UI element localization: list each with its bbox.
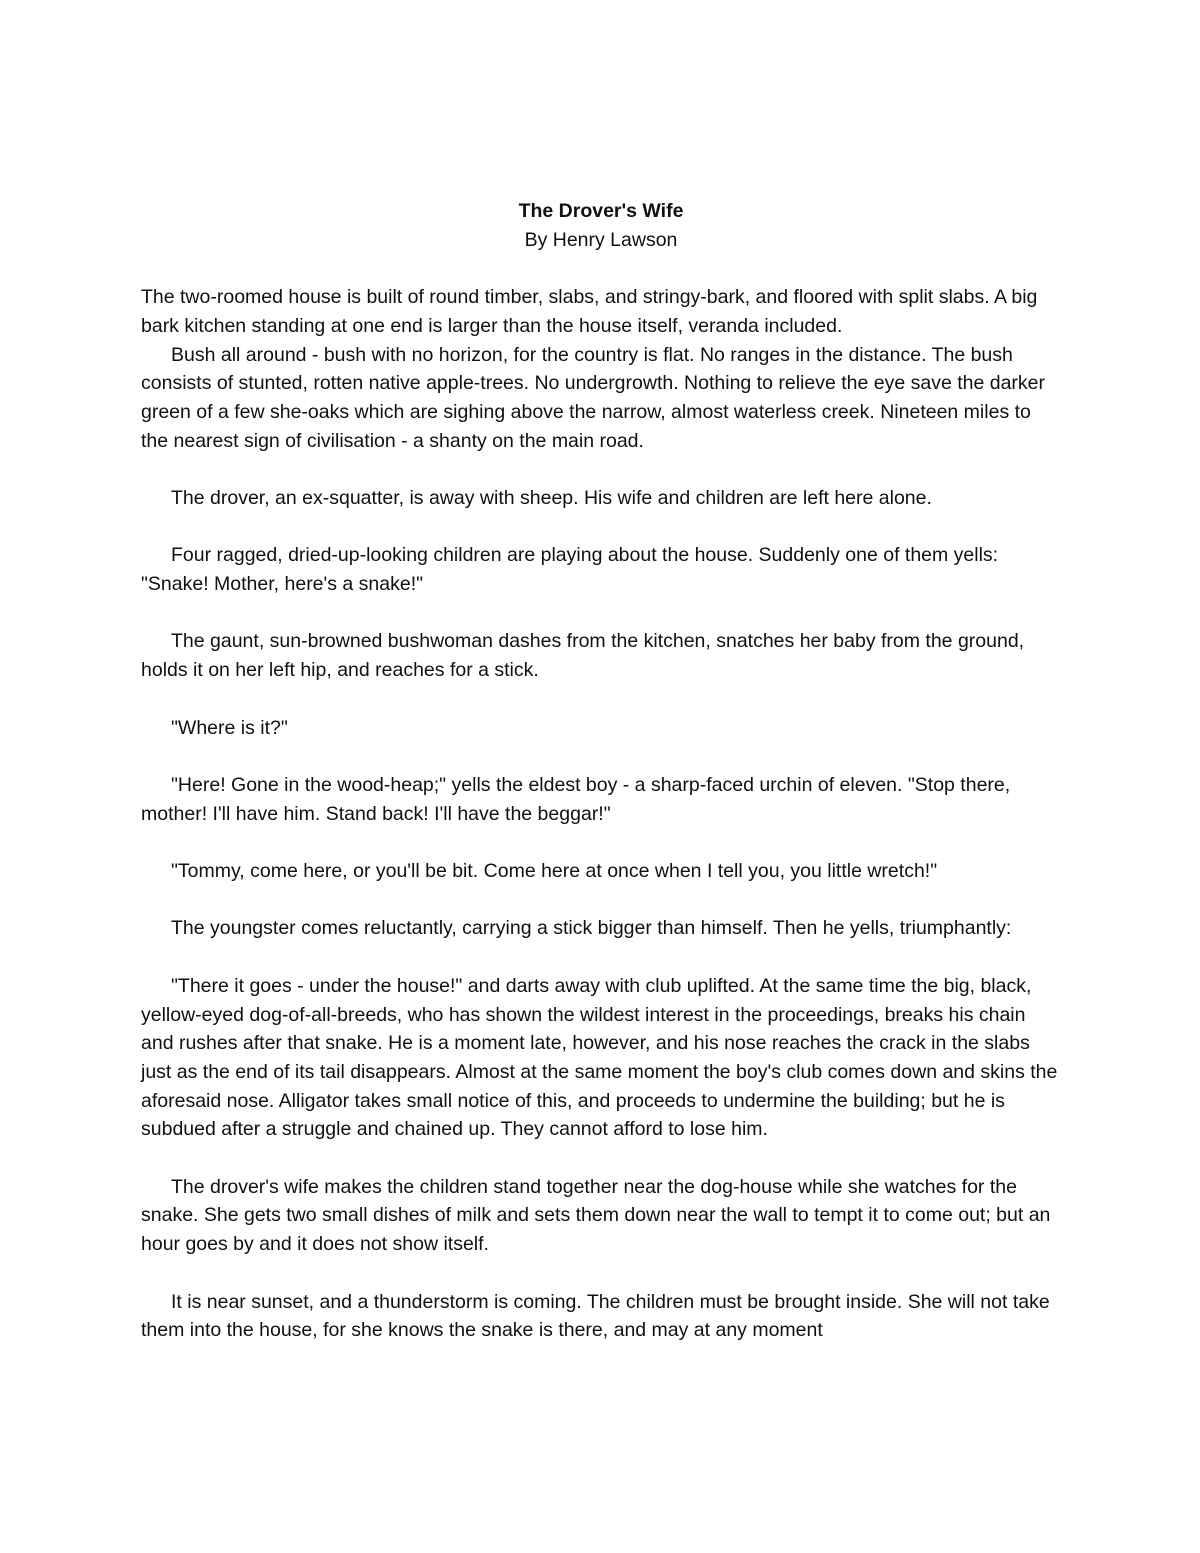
paragraph: The drover, an ex-squatter, is away with sheep. His wife and children are left here alone. (171, 487, 932, 509)
paragraph: Bush all around - bush with no horizon, for the country is flat. No ranges in the distance. The bush consists of stunted, rotten native apple-trees. No undergrowth. Nothing to relieve the eye save the darker green of a few she-oaks which are sighing above the narrow, almost waterless creek. Nineteen miles to the nearest sign of civilisation - a shanty on the main road. (141, 343, 1046, 452)
paragraph: It is near sunset, and a thunderstorm is coming. The children must be brought inside. She will not take them into the house, for she knows the snake is there, and may at any moment (141, 1290, 1050, 1342)
document-body (141, 197, 1061, 1345)
paragraph: "There it goes - under the house!" and darts away with club uplifted. At the same time the big, black, yellow-eyed dog-of-all-breeds, who has shown the wildest interest in the proceedings, breaks his chain and rushes after that snake. He is a moment late, however, and his nose reaches the crack in the slabs just as the end of its tail disappears. Almost at the same moment the boy's club comes down and skins the aforesaid nose. Alligator takes small notice of this, and proceeds to undermine the building; but he is subdued after a struggle and chained up. They cannot afford to lose him. (141, 974, 1058, 1141)
paragraph: "Here! Gone in the wood-heap;" yells the eldest boy - a sharp-faced urchin of eleven. "Stop there, mother! I'll have him. Stand back! I'll have the beggar!" (141, 773, 1011, 825)
paragraph: "Tommy, come here, or you'll be bit. Come here at once when I tell you, you little wretch!" (171, 860, 938, 883)
paragraph: The two-roomed house is built of round timber, slabs, and stringy-bark, and floored with split slabs. A big bark kitchen standing at one end is larger than the house itself, veranda included. (141, 286, 1038, 337)
paragraph: "Where is it?" (171, 716, 288, 739)
story-author: By Henry Lawson (524, 228, 678, 251)
paragraph: Four ragged, dried-up-looking children are playing about the house. Suddenly one of them yells: "Snake! Mother, here's a snake!" (141, 544, 999, 596)
paragraph: The drover's wife makes the children stand together near the dog-house while she watches for the snake. She gets two small dishes of milk and sets them down near the wall to tempt it to come out; but an hour goes by and it does not show itself. (141, 1175, 1051, 1256)
story-title: The Drover's Wife (518, 200, 684, 222)
paragraph: The youngster comes reluctantly, carrying a stick bigger than himself. Then he yells, triumphantly: (171, 917, 1012, 940)
paragraph: The gaunt, sun-browned bushwoman dashes from the kitchen, snatches her baby from the ground, holds it on her left hip, and reaches for a stick. (141, 630, 1025, 682)
